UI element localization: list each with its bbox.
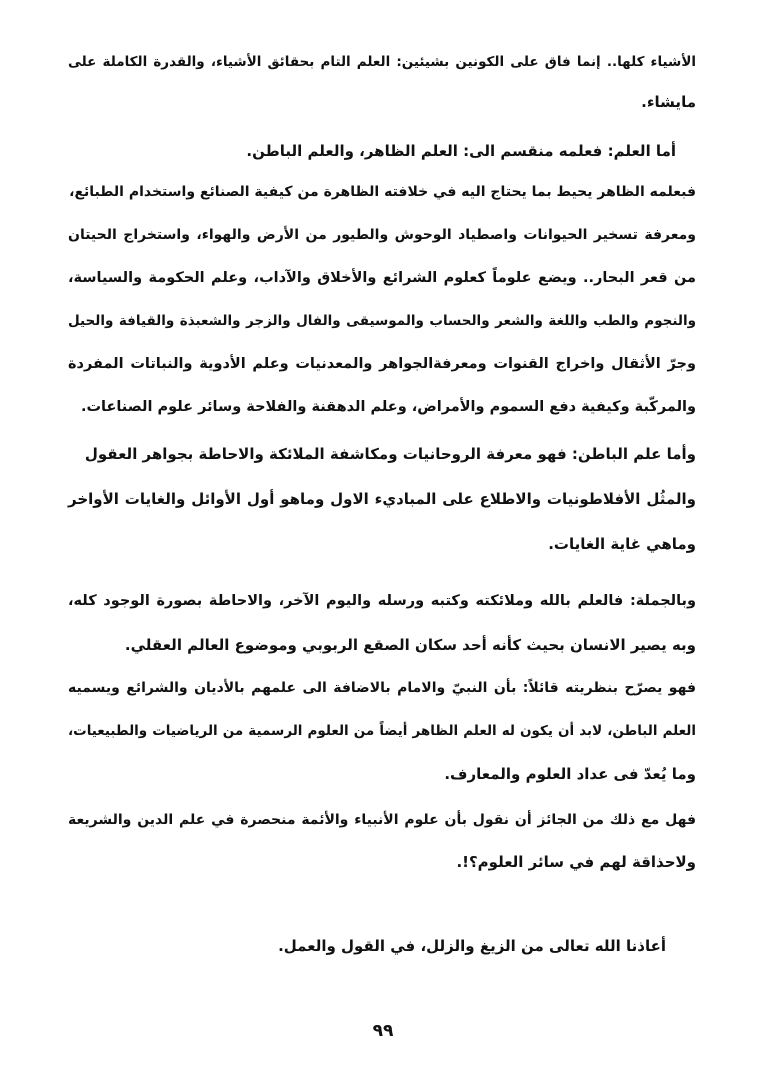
- text-line: وجرّ الأثقال واخراج القنوات ومعرفةالجواهر والمعدنيات وعلم الأدوية والنباتات المفردة: [68, 356, 696, 372]
- text-line: فهل مع ذلك من الجائز أن نقول بأن علوم الأنبياء والأئمة منحصرة في علم الدين والشريعة: [68, 812, 696, 828]
- page-number: ٩٩: [372, 1021, 394, 1041]
- text-line: والمركّبة وكيفية دفع السموم والأمراض، وعلم الدهقنة والفلاحة وسائر علوم الصناعات.: [80, 399, 696, 415]
- text-line: من قعر البحار.. ويضع علوماً كعلوم الشرائع والأخلاق والآداب، وعلم الحكومة والسياسة،: [68, 270, 696, 286]
- text-line: الأشياء كلها.. إنما فاق على الكونين بشيئين: العلم التام بحقائق الأشياء، والقدرة الكاملة على: [68, 54, 696, 70]
- text-line: وما يُعدّ فى عداد العلوم والمعارف.: [444, 765, 696, 783]
- text-line: أعاذنا الله تعالى من الزيغ والزلل، في القول والعمل.: [278, 937, 666, 955]
- text-line: وبالجملة: فالعلم بالله وملائكته وكتبه ورسله واليوم الآخر، والاحاطة بصورة الوجود كله،: [68, 593, 696, 609]
- text-line: وماهي غاية الغايات.: [548, 535, 696, 553]
- text-line: فبعلمه الظاهر يحيط بما يحتاج اليه في خلافته الظاهرة من كيفية الصنائع واستخدام الطبائع،: [69, 184, 696, 200]
- text-line: ومعرفة تسخير الحيوانات واصطياد الوحوش والطيور من الأرض والهواء، واستخراج الحيتان: [68, 227, 696, 243]
- text-line: والمثُل الأفلاطونيات والاطلاع على المباديء الاول وماهو أول الأوائل والغايات الأواخر: [68, 490, 696, 508]
- text-line: وأما علم الباطن: فهو معرفة الروحانيات ومكاشفة الملائكة والاحاطة بجواهر العقول: [84, 445, 696, 463]
- text-line: فهو يصرّح بنظريته قائلاً: بأن النبيّ والامام بالاضافة الى علمهم بالأديان والشرائع ويسميه: [68, 680, 696, 696]
- text-line: مايشاء.: [641, 93, 696, 111]
- text-line: ولاحذاقة لهم في سائر العلوم؟!.: [456, 853, 696, 871]
- text-line: والنجوم والطب واللغة والشعر والحساب والموسيقى والفال والزجر والشعبذة والقيافة والحيل: [68, 313, 696, 329]
- text-line: وبه يصير الانسان بحيث كأنه أحد سكان الصقع الربوبي وموضوع العالم العقلي.: [124, 636, 696, 654]
- text-line: أما العلم: فعلمه منقسم الى: العلم الظاهر، والعلم الباطن.: [246, 142, 676, 160]
- text-line: العلم الباطن، لابد أن يكون له العلم الظاهر أيضاً من العلوم الرسمية من الرياضيات والطبيعيات،: [68, 723, 696, 739]
- body-text: [68, 0, 696, 1000]
